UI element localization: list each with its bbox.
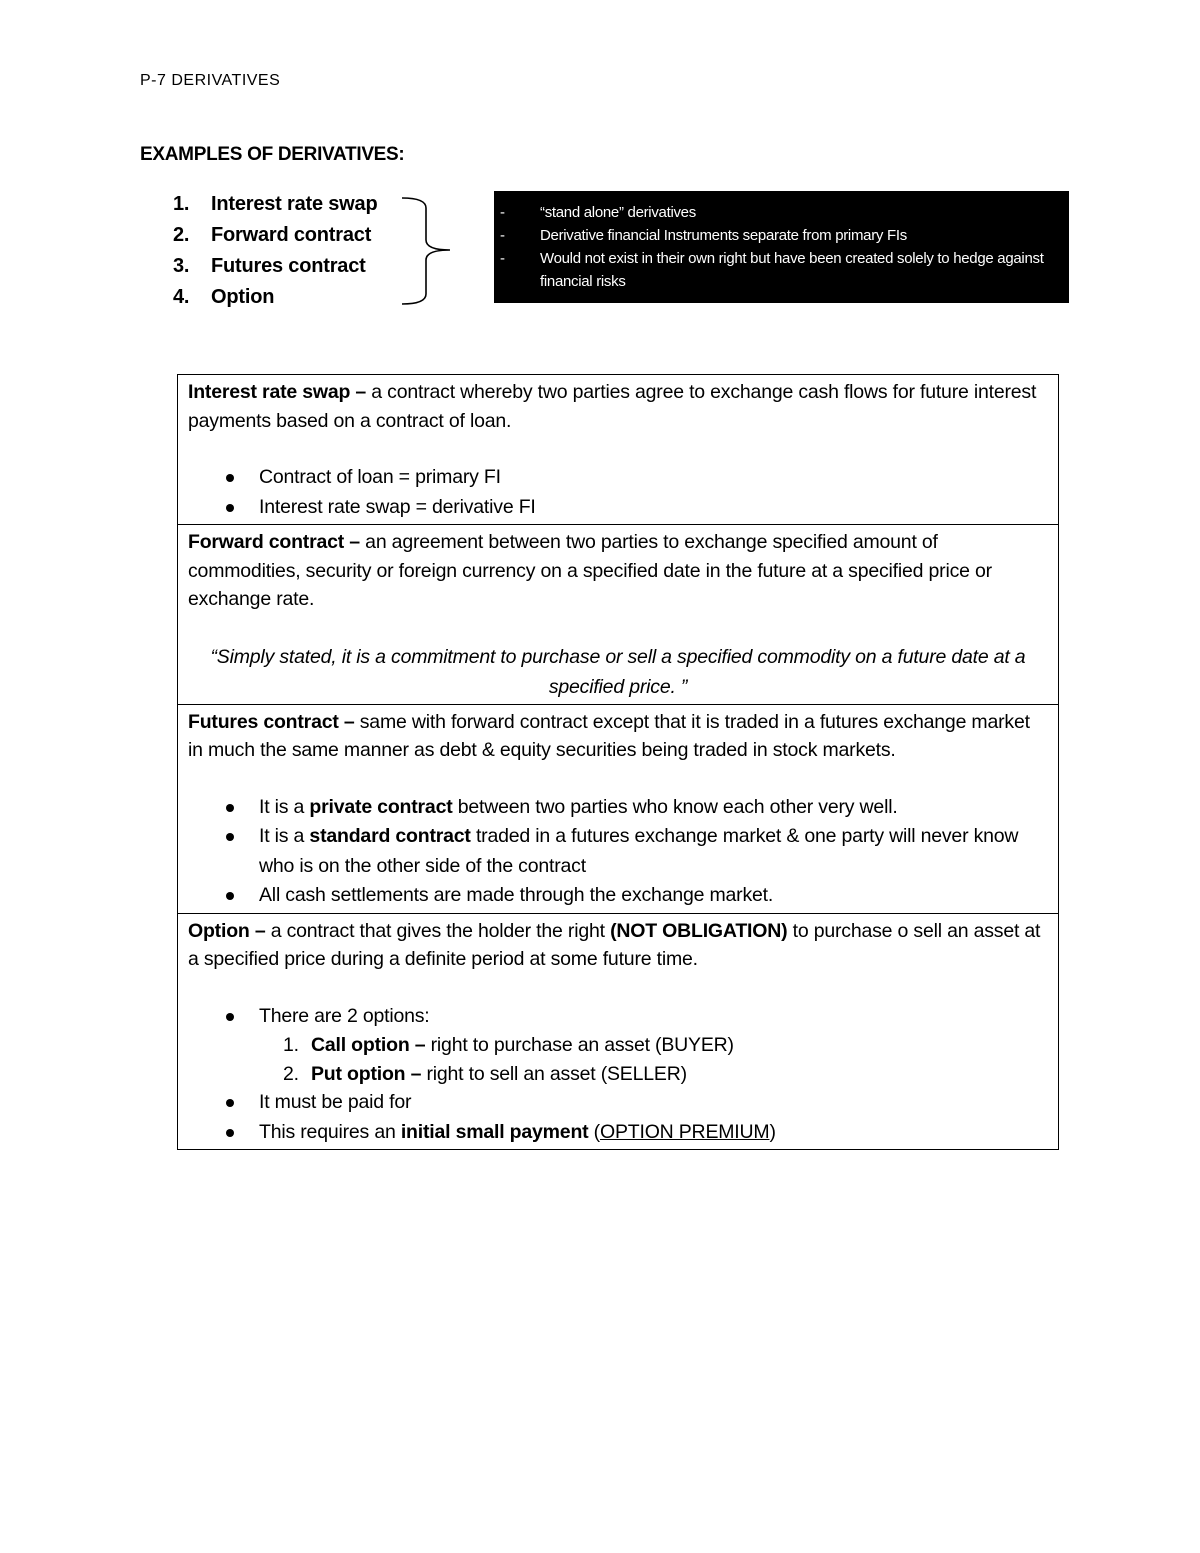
note-box [494, 191, 1069, 303]
term-label: Forward contract – [188, 531, 360, 553]
list-item: It must be paid for [188, 1088, 1048, 1118]
example-item: 2. Forward contract [173, 224, 372, 246]
swap-definition-cell: Interest rate swap – a contract whereby two parties agree to exchange cash flows for future interest payments based on a contract of loan. Contract of loan = primary FI Interest rate swap = derivative FI [178, 375, 1059, 525]
list-item: It is a private contract between two parties who know each other very well. [188, 793, 1048, 823]
term-label: Interest rate swap – [188, 381, 367, 403]
example-item: 3. Futures contract [173, 255, 366, 277]
note-item: - Would not exist in their own right but have been created solely to hedge against financial risks [500, 250, 1044, 290]
quote-text: “Simply stated, it is a commitment to purchase or sell a specified commodity on a future date at a specified price. ” [210, 645, 1026, 698]
list-item: All cash settlements are made through the exchange market. [188, 881, 1048, 911]
list-item: There are 2 options: [188, 1002, 1048, 1032]
term-label: Option – [188, 919, 266, 942]
example-item: 1. Interest rate swap [173, 193, 378, 215]
section-title: EXAMPLES OF DERIVATIVES: [140, 144, 405, 165]
option-definition-cell: Option – a contract that gives the holder the right (NOT OBLIGATION) to purchase o sell an asset at a specified price during a definite period at some future time. There are 2 options: 1. Call option – right to purchase an asset (BUYER) 2. Put option – right to sell an asset (SELLER) It must be paid for This requires an initial small payment (OPTION PREMIUM) [178, 913, 1059, 1150]
example-label: Option [211, 286, 275, 308]
table-row [178, 525, 1059, 705]
list-item: It is a standard contract traded in a futures exchange market & one party will never know who is on the other side of the contract [188, 822, 1048, 881]
example-item: 4. Option [173, 286, 275, 308]
table-row [178, 913, 1059, 1150]
futures-definition-cell: Futures contract – same with forward contract except that it is traded in a futures exchange market in much the same manner as debt & equity securities being traded in stock markets. It is a private contract between two parties who know each other very well. It is a standard contract traded in a futures exchange market & one party will never know who is on the other side of the contract All cash settlements are made through the exchange market. [178, 704, 1059, 913]
forward-definition-cell: Forward contract – an agreement between two parties to exchange specified amount of commodities, security or foreign currency on a specified date in the future at a specified price or exchange rate. “Simply stated, it is a commitment to purchase or sell a specified commodity on a future date at a specified price. ” [178, 525, 1059, 705]
example-label: Futures contract [211, 255, 366, 277]
example-label: Interest rate swap [211, 193, 378, 215]
list-item: Interest rate swap = derivative FI [188, 493, 1048, 523]
list-item: This requires an initial small payment (OPTION PREMIUM) [188, 1118, 1048, 1148]
note-item: - Derivative financial Instruments separate from primary FIs [500, 227, 907, 244]
note-item: - “stand alone” derivatives [500, 204, 696, 221]
page-header: P-7 DERIVATIVES [140, 72, 281, 89]
sub-list-item: 1. Call option – right to purchase an asset (BUYER) [283, 1034, 734, 1056]
table-row [178, 704, 1059, 913]
curly-brace-icon [400, 196, 456, 306]
list-item: Contract of loan = primary FI [188, 463, 1048, 493]
definitions-table [177, 374, 1059, 1150]
examples-list [173, 190, 377, 314]
term-label: Futures contract – [188, 710, 355, 733]
example-label: Forward contract [211, 224, 372, 246]
table-row [178, 375, 1059, 525]
sub-list-item: 2. Put option – right to sell an asset (SELLER) [283, 1062, 687, 1085]
